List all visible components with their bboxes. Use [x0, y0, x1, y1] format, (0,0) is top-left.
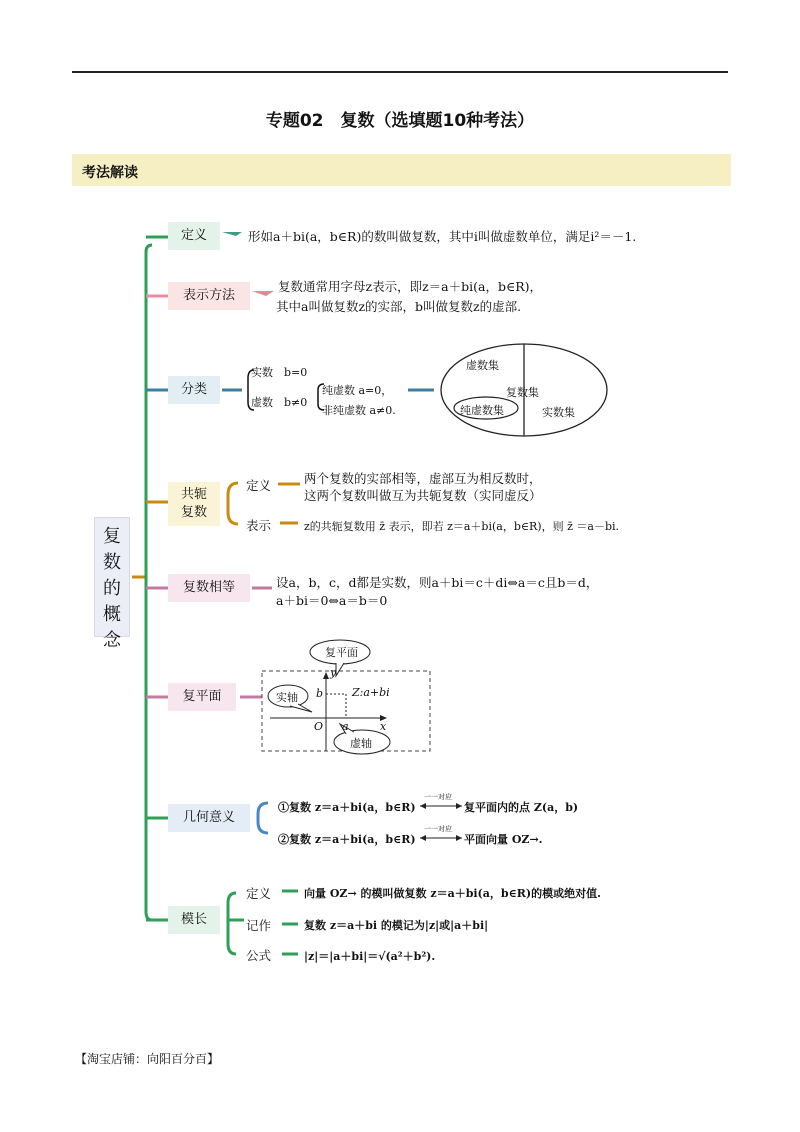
representation-line-1: 复数通常用字母z表示，即z＝a＋bi(a，b∈R)，: [278, 279, 542, 294]
conjugate-def-label: 定义: [246, 478, 272, 493]
conjugate-rep-label: 表示: [246, 518, 272, 533]
geometry-arrow-text-2: 一一对应: [424, 825, 452, 833]
node-definition: 定义: [168, 222, 220, 250]
y-axis-label: y: [330, 666, 337, 679]
class-nonpure: 非纯虚数 a≠0.: [322, 404, 396, 417]
set-real: 实数集: [542, 406, 575, 419]
node-representation: 表示方法: [168, 282, 250, 310]
geometry-line-2: ②复数 z＝a＋bi(a，b∈R): [278, 833, 416, 846]
real-axis-bubble: 实轴: [276, 691, 298, 704]
node-modulus: 模长: [168, 906, 220, 934]
modulus-def-label: 定义: [246, 886, 272, 901]
node-classification: 分类: [168, 376, 220, 404]
equality-line-1: 设a，b，c，d都是实数，则a＋bi＝c＋di⇔a＝c且b＝d，: [276, 575, 599, 590]
node-equality: 复数相等: [168, 574, 250, 602]
definition-text: 形如a＋bi(a，b∈R)的数叫做复数，其中i叫做虚数单位，满足i²＝－1.: [248, 229, 637, 244]
node-plane: 复平面: [168, 683, 236, 711]
class-imag: 虚数 b≠0: [251, 396, 308, 409]
set-imag: 虚数集: [466, 359, 499, 372]
conjugate-def-line-2: 这两个复数叫做互为共轭复数（实同虚反）: [304, 488, 542, 503]
footer-shop: 【淘宝店铺：向阳百分百】: [75, 1052, 220, 1066]
b-label: b: [316, 687, 324, 700]
geometry-line-1: ①复数 z＝a＋bi(a，b∈R): [278, 801, 416, 814]
page-title: 专题02 复数（选填题10种考法）: [265, 111, 535, 131]
root-char-2: 数: [103, 552, 121, 573]
modulus-notation-label: 记作: [246, 918, 272, 933]
modulus-formula-label: 公式: [246, 948, 272, 963]
set-pure: 纯虚数集: [460, 404, 504, 417]
conjugate-rep-text: z的共轭复数用 z̄ 表示，即若 z＝a＋bi(a，b∈R)，则 z̄ ＝a－bi.: [304, 520, 620, 533]
root-char-3: 的: [103, 578, 121, 599]
point-z-label: Z:a+bi: [352, 686, 390, 699]
node-conjugate-line1: 共轭: [180, 487, 207, 502]
class-real: 实数 b=0: [251, 366, 308, 379]
section-title: 考法解读: [82, 165, 138, 181]
set-complex: 复数集: [506, 386, 539, 399]
root-char-4: 概: [103, 604, 121, 625]
root-char-5: 念: [103, 630, 121, 651]
imag-axis-bubble: 虚轴: [350, 737, 372, 750]
representation-line-2: 其中a叫做复数z的实部，b叫做复数z的虚部.: [276, 299, 522, 314]
modulus-formula-text: |z|＝|a＋bi|＝√(a²＋b²).: [304, 950, 436, 963]
equality-line-2: a＋bi＝0⇔a＝b＝0: [276, 593, 388, 608]
root-char-1: 复: [103, 526, 121, 547]
x-axis-label: x: [380, 720, 387, 733]
modulus-def-text: 向量 OZ→ 的模叫做复数 z＝a＋bi(a，b∈R)的模或绝对值.: [304, 887, 601, 900]
a-label: a: [342, 720, 349, 733]
origin-label: O: [314, 720, 324, 733]
plane-bubble: 复平面: [325, 646, 358, 659]
geometry-line-1-end: 复平面内的点 Z(a，b): [464, 801, 579, 814]
node-geometry: 几何意义: [168, 804, 250, 832]
node-conjugate: [168, 482, 220, 526]
node-conjugate-line2: 复数: [180, 505, 207, 520]
modulus-notation-text: 复数 z＝a＋bi 的模记为|z|或|a＋bi|: [304, 919, 489, 932]
class-pure: 纯虚数 a=0，: [322, 384, 393, 397]
geometry-line-2-end: 平面向量 OZ→.: [464, 833, 543, 846]
geometry-arrow-text-1: 一一对应: [424, 793, 452, 801]
root-node: [94, 517, 130, 651]
conjugate-def-line-1: 两个复数的实部相等，虚部互为相反数时，: [304, 471, 542, 486]
